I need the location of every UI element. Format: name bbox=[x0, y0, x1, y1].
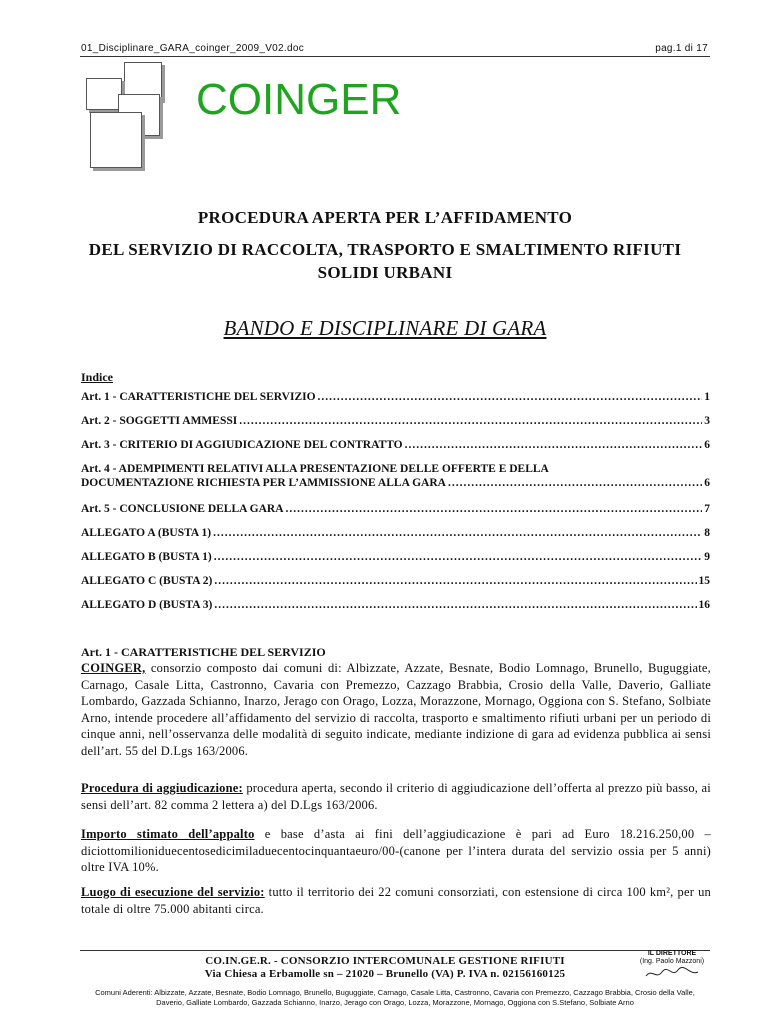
coinger-logo-icon bbox=[84, 60, 194, 170]
footer-organization: CO.IN.GE.R. - CONSORZIO INTERCOMUNALE GESTIONE RIFIUTI bbox=[205, 955, 565, 967]
index-title: Indice bbox=[81, 370, 114, 384]
article-1-paragraph-2: Procedura di aggiudicazione: procedura aperta, secondo il criterio di aggiudicazione dell’offerta al prezzo più basso, ai sensi dell’art. 82 comma 2 lettera a) del D.Lgs 163/2006. bbox=[81, 781, 711, 812]
toc-entry-allegato-a[interactable]: ALLEGATO A (BUSTA 1) ..... 8 bbox=[81, 527, 710, 539]
toc-entry-allegato-b[interactable]: ALLEGATO B (BUSTA 1) ..... 9 bbox=[81, 551, 710, 563]
toc-entry-art2[interactable]: Art. 2 - SOGGETTI AMMESSI ..... 3 bbox=[81, 415, 710, 427]
footer-divider bbox=[80, 950, 710, 951]
document-subtitle: BANDO E DISCIPLINARE DI GARA bbox=[223, 316, 547, 340]
toc-entry-allegato-d[interactable]: ALLEGATO D (BUSTA 3) ..... 16 bbox=[81, 599, 710, 611]
article-1-paragraph-1: COINGER, consorzio composto dai comuni di: Albizzate, Azzate, Besnate, Bodio Lomnago, Brunello, Buguggiate, Carnago, Casale Litta, Castronno, Cavaria con Premezzo, Cazzago Brabbia, Crosio della Valle, Daverio, Galliate Lombardo, Gazzada Schianno, Inarzo, Jerago con Orago, Lozza, Morazzone, Mornago, Oggiona con S. Stefano, Solbiate Arno, intende procedere all’affidamento del servizio di raccolta, trasporto e smaltimento rifiuti urbani per un periodo di cinque anni, nell’osservanza delle modalità di seguito indicate, mediante indizione di gara ad evidenza pubblica ai sensi dell’art. 55 del D.Lgs 163/2006. bbox=[81, 661, 711, 758]
footer-address: Via Chiesa a Erbamolle sn – 21020 – Brunello (VA) P. IVA n. 02156160125 bbox=[204, 968, 566, 980]
toc-entry-art1[interactable]: Art. 1 - CARATTERISTICHE DEL SERVIZIO ..... 1 bbox=[81, 391, 710, 403]
director-signature: IL DIRETTORE (Ing. Paolo Mazzoni) bbox=[632, 950, 712, 983]
header-filename: 01_Disciplinare_GARA_coinger_2009_V02.doc bbox=[81, 43, 304, 54]
footer-member-municipalities: Comuni Aderenti: Albizzate, Azzate, Besnate, Bodio Lomnago, Brunello, Buguggiate, Carnago, Casale Litta, Castronno, Cavaria con Premezzo, Cazzago Brabbia, Crosio della Valle, Daverio, Galliate Lombardo, Gazzada Schianno, Inarzo, Jerago con Orago, Lozza, Morazzone, Mornago, Oggiona con S.Stefano, Solbiate Arno bbox=[95, 988, 695, 1007]
article-1-paragraph-4: Luogo di esecuzione del servizio: tutto il territorio dei 22 comuni consorziati, con estensione di circa 100 km², per un totale di oltre 75.000 abitanti circa. bbox=[81, 885, 711, 916]
toc-entry-art5[interactable]: Art. 5 - CONCLUSIONE DELLA GARA ..... 7 bbox=[81, 503, 710, 515]
signature-scribble-icon bbox=[642, 966, 702, 980]
title-line-1: PROCEDURA APERTA PER L’AFFIDAMENTO bbox=[197, 208, 573, 227]
article-1-paragraph-3: Importo stimato dell’appalto e base d’asta ai fini dell’aggiudicazione è pari ad Euro 18.216.250,00 – diciottomilioniduecentosedicimiladuecentocinquantaeuro/00-(canone per l’intera durata del servizio ossia per 5 anni) oltre IVA 10%. bbox=[81, 827, 711, 874]
toc-entry-art4[interactable]: Art. 4 - ADEMPIMENTI RELATIVI ALLA PRESENTAZIONE DELLE OFFERTE E DELLA DOCUMENTAZIONE RICHIESTA PER L’AMMISSIONE ALLA GARA ..... 6 bbox=[81, 463, 710, 489]
brand-name: COINGER bbox=[196, 75, 402, 124]
title-line-2: DEL SERVIZIO DI RACCOLTA, TRASPORTO E SMALTIMENTO RIFIUTI bbox=[88, 240, 682, 259]
toc-entry-allegato-c[interactable]: ALLEGATO C (BUSTA 2) ..... 15 bbox=[81, 575, 710, 587]
toc-entry-art3[interactable]: Art. 3 - CRITERIO DI AGGIUDICAZIONE DEL CONTRATTO ..... 6 bbox=[81, 439, 710, 451]
header-divider bbox=[80, 56, 710, 57]
header-page-number: pag.1 di 17 bbox=[655, 43, 708, 54]
title-line-3: SOLIDI URBANI bbox=[317, 263, 453, 282]
article-1-heading: Art. 1 - CARATTERISTICHE DEL SERVIZIO bbox=[81, 645, 326, 659]
